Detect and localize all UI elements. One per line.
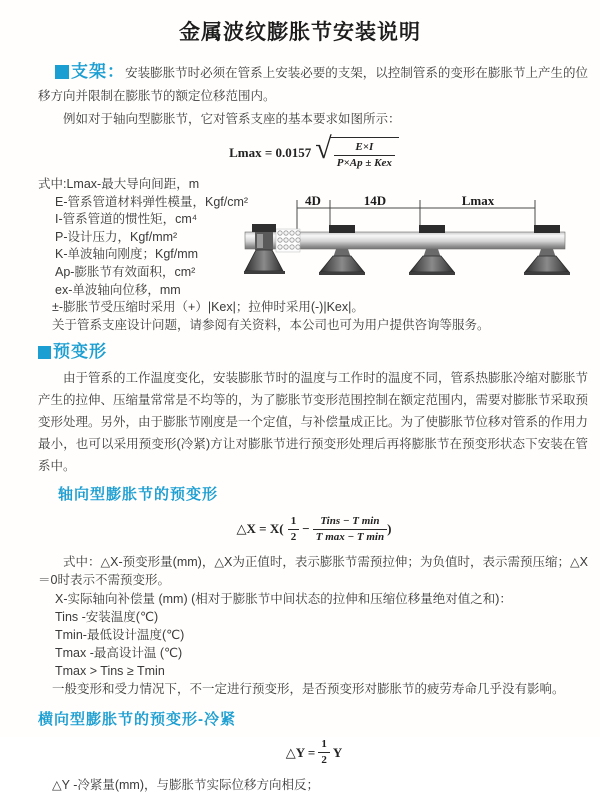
temperature-fraction xyxy=(313,515,387,543)
lmax-formula-numerator: E×I xyxy=(334,141,395,156)
support-intro-paragraph xyxy=(38,60,588,108)
pipe-support-diagram-svg xyxy=(243,192,580,292)
dim-label-4d: 4D xyxy=(305,193,321,208)
one-half-fraction xyxy=(288,515,300,543)
definition-line-plusminus: ±-膨胀节受压缩时采用（+）|Kex|；拉伸时采用(-)|Kex|。 xyxy=(52,300,364,315)
predeform-section-heading: 预变形 xyxy=(53,342,107,362)
support-consulting-note: 关于管系支座设计问题，请参阅有关资料，本公司也可为用户提供咨询等服务。 xyxy=(52,317,490,332)
definition-line-Ap: Ap-膨胀节有效面积，cm² xyxy=(55,264,196,279)
axial-subsection-heading: 轴向型膨胀节的预变形 xyxy=(58,486,219,504)
predeform-body-paragraph: 由于管系的工作温度变化，安装膨胀节时的温度与工作时的温度不同，管系热膨胀冷缩对膨胀节产生的拉伸、压缩量常常是不均等的，为了膨胀节变形范围控制在额定范围内，需要对膨胀节采取预变形处理。另外，由于膨胀节刚度是一个定值，与补偿量成正比。为了使膨胀节位移对管系的作用力最小，也可以采用预变形(冷紧)方让对膨胀节进行预变形处理后再将膨胀节在预变形状态下安装在管系中。 xyxy=(38,371,589,474)
page-title: 金属波纹膨胀节安装说明 xyxy=(179,21,421,44)
minus-operator: − xyxy=(302,521,310,537)
support-intro-text: 安装膨胀节时必须在管系上安装必要的支架，以控制管系的变形在膨胀节上产生的位移方向并限制在膨胀节的额定位移范围内。 xyxy=(38,66,589,103)
axial-formula xyxy=(38,512,590,546)
square-root-icon xyxy=(315,132,399,169)
predeform-section-title xyxy=(38,340,588,365)
lmax-formula-fraction xyxy=(334,141,395,169)
one-half-fraction xyxy=(318,738,330,766)
radical-sign-icon: √ xyxy=(315,132,332,166)
blue-square-bullet-icon xyxy=(55,65,69,79)
where-label: 式中:Lmax-最大导向间距，m xyxy=(38,177,200,191)
dimension-line xyxy=(297,200,535,229)
definition-line-X: X-实际轴向补偿量 (mm) (相对于膨胀节中间状态的拉伸和压缩位移量绝对值之和)： xyxy=(55,591,512,606)
definition-line-P: P-设计压力，Kgf/mm² xyxy=(55,229,178,244)
dim-label-lmax: Lmax xyxy=(461,193,495,208)
lateral-formula-rhs: Y xyxy=(332,744,343,760)
definition-line-K: K-单波轴向刚度；Kgf/mm xyxy=(55,247,199,262)
blue-square-bullet-icon xyxy=(38,346,51,359)
temperature-numerator: Tins − T min xyxy=(313,515,387,530)
definition-line-ex: ex-单波轴向位移，mm xyxy=(55,282,181,297)
definition-line-Tins: Tins -安装温度(℃) xyxy=(55,609,159,624)
lateral-note-line: △Y -冷紧量(mm)，与膨胀节实际位移方向相反； xyxy=(52,777,320,792)
definition-line-E: E-管系管道材料弹性模量，Kgf/cm² xyxy=(55,194,249,209)
dim-label-14d: 14D xyxy=(363,193,387,208)
pipe-support-diagram xyxy=(243,192,580,292)
support-example-line: 例如对于轴向型膨胀节，它对管系支座的基本要求如图所示： xyxy=(63,112,401,126)
support-section-heading: 支架： xyxy=(71,62,126,81)
half-numerator: 1 xyxy=(288,515,300,530)
close-paren: ) xyxy=(387,521,392,537)
definition-line-Tmin: Tmin-最低设计温度(℃) xyxy=(55,627,185,642)
lmax-formula-denominator: P×Ap ± Kex xyxy=(336,157,392,169)
temperature-denominator: T max − T min xyxy=(315,530,385,543)
axial-formula-lhs: △X = X( xyxy=(236,521,284,537)
half-denominator: 2 xyxy=(321,754,327,767)
lateral-formula xyxy=(38,739,590,767)
half-numerator: 1 xyxy=(318,738,330,753)
lateral-subsection-heading: 横向型膨胀节的预变形-冷紧 xyxy=(38,710,236,728)
half-denominator: 2 xyxy=(290,530,297,543)
definition-line-temp-relation: Tmax > Tins ≥ Tmin xyxy=(55,663,165,678)
lmax-formula xyxy=(38,132,590,170)
lateral-formula-lhs: △Y = xyxy=(285,744,316,760)
axial-where-paragraph: 式中：△X-预变形量(mm)，△X为正值时，表示膨胀节需预拉伸；为负值时，表示需预压缩；△X＝0时表示不需预变形。 xyxy=(38,555,588,587)
definition-line-Tmax: Tmax -最高设计温 (℃) xyxy=(55,645,183,660)
bellows-icon xyxy=(276,229,300,252)
definition-line-I: I-管系管道的惯性矩，cm⁴ xyxy=(55,212,198,227)
axial-variable-definitions xyxy=(38,590,590,698)
axial-general-note: 一般变形和受力情况下，不一定进行预变形，是否预变形对膨胀节的疲劳寿命几乎没有影响。 xyxy=(52,681,565,696)
lmax-formula-lhs: Lmax = 0.0157 xyxy=(229,145,312,160)
